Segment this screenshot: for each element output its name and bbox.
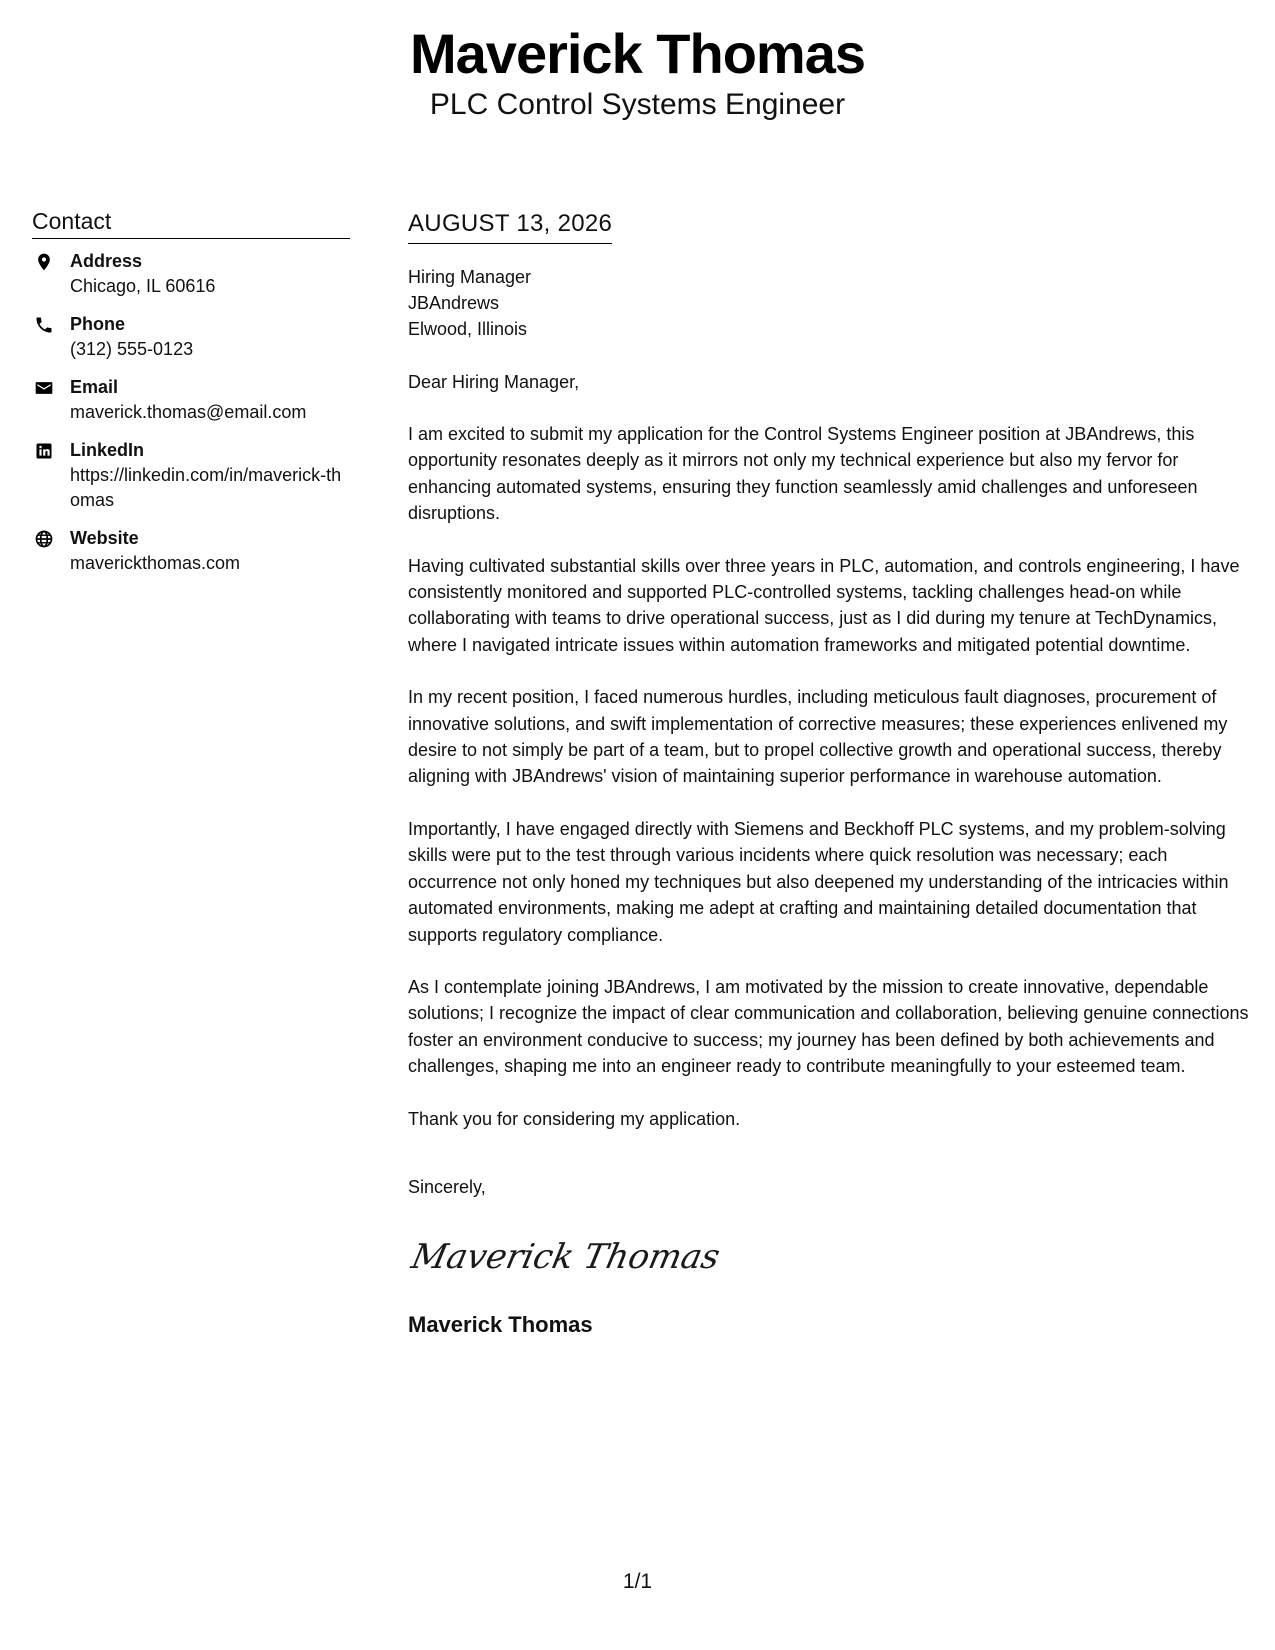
closing: Sincerely, — [408, 1176, 486, 1197]
email-value: maverick.thomas@email.com — [70, 402, 307, 422]
globe-icon — [34, 529, 54, 549]
contact-heading: Contact — [32, 206, 350, 239]
linkedin-value[interactable]: https://linkedin.com/in/maverick-thomas — [70, 465, 342, 510]
handwritten-signature — [408, 1230, 1250, 1282]
signed-name: Maverick Thomas — [408, 1311, 593, 1337]
contact-linkedin — [32, 438, 350, 513]
applicant-title: PLC Control Systems Engineer — [429, 88, 846, 121]
applicant-name: Maverick Thomas — [410, 22, 865, 85]
svg-text:Maverick Thomas: Maverick Thomas — [408, 1237, 724, 1277]
email-icon — [34, 378, 54, 398]
body-paragraph: I am excited to submit my application for the Control Systems Engineer position at JBAndrews, this opportunity resonates deeply as it mirrors not only my technical experience but also my fervor for enhancing automated systems, ensuring they function seamlessly amid challenges and unforeseen disruptions. — [408, 424, 1198, 524]
page-number: 1/1 — [622, 1570, 653, 1593]
phone-value: (312) 555-0123 — [70, 339, 194, 359]
map-pin-icon — [34, 252, 54, 272]
letter-body — [408, 208, 1250, 1340]
contact-phone — [32, 312, 350, 362]
recipient-name: Hiring Manager — [408, 267, 532, 287]
linkedin-label: LinkedIn — [70, 440, 145, 460]
salutation: Dear Hiring Manager, — [408, 372, 580, 392]
body-paragraph: Thank you for considering my application. — [408, 1108, 741, 1129]
recipient-company: JBAndrews — [408, 293, 500, 313]
letter-date: AUGUST 13, 2026 — [408, 208, 612, 244]
address-value: Chicago, IL 60616 — [70, 276, 216, 296]
body-paragraph: As I contemplate joining JBAndrews, I am motivated by the mission to create innovative, dependable solutions; I recognize the impact of clear communication and collaboration, believing genuine connections foster an environment conducive to success; my journey has been defined by both achievements and challenges, shaping me into an engineer ready to contribute meaningfully to your esteemed team. — [408, 976, 1249, 1077]
email-label: Email — [70, 377, 119, 397]
contact-address — [32, 249, 350, 299]
body-paragraph: Importantly, I have engaged directly with Siemens and Beckhoff PLC systems, and my problem-solving skills were put to the test through various incidents where quick resolution was necessary; each occurrence not only honed my techniques but also deepened my understanding of the intricacies within automated environments, making me adept at crafting and maintaining detailed documentation that supports regulatory compliance. — [408, 818, 1229, 945]
letter-header — [0, 22, 1275, 124]
contact-sidebar — [32, 206, 350, 589]
website-label: Website — [70, 528, 139, 548]
body-paragraph: Having cultivated substantial skills over three years in PLC, automation, and controls engineering, I have consistently monitored and supported PLC-controlled systems, tackling challenges head-on while collaborating with teams to drive operational success, just as I did during my tenure at TechDynamics, where I navigated intricate issues within automation frameworks and mitigated potential downtime. — [408, 555, 1240, 655]
contact-website — [32, 526, 350, 576]
website-value[interactable]: maverickthomas.com — [70, 553, 241, 573]
recipient-location: Elwood, Illinois — [408, 319, 528, 339]
address-label: Address — [70, 251, 143, 271]
phone-label: Phone — [70, 314, 126, 334]
recipient-block — [408, 264, 1250, 342]
linkedin-icon — [34, 441, 54, 461]
contact-email — [32, 375, 350, 425]
body-paragraph: In my recent position, I faced numerous hurdles, including meticulous fault diagnoses, procurement of innovative solutions, and swift implementation of corrective measures; these experiences enlivened my desire to not simply be part of a team, but to propel collective growth and operational success, thereby aligning with JBAndrews' vision of maintaining superior performance in warehouse automation. — [408, 687, 1228, 787]
phone-icon — [34, 315, 54, 335]
